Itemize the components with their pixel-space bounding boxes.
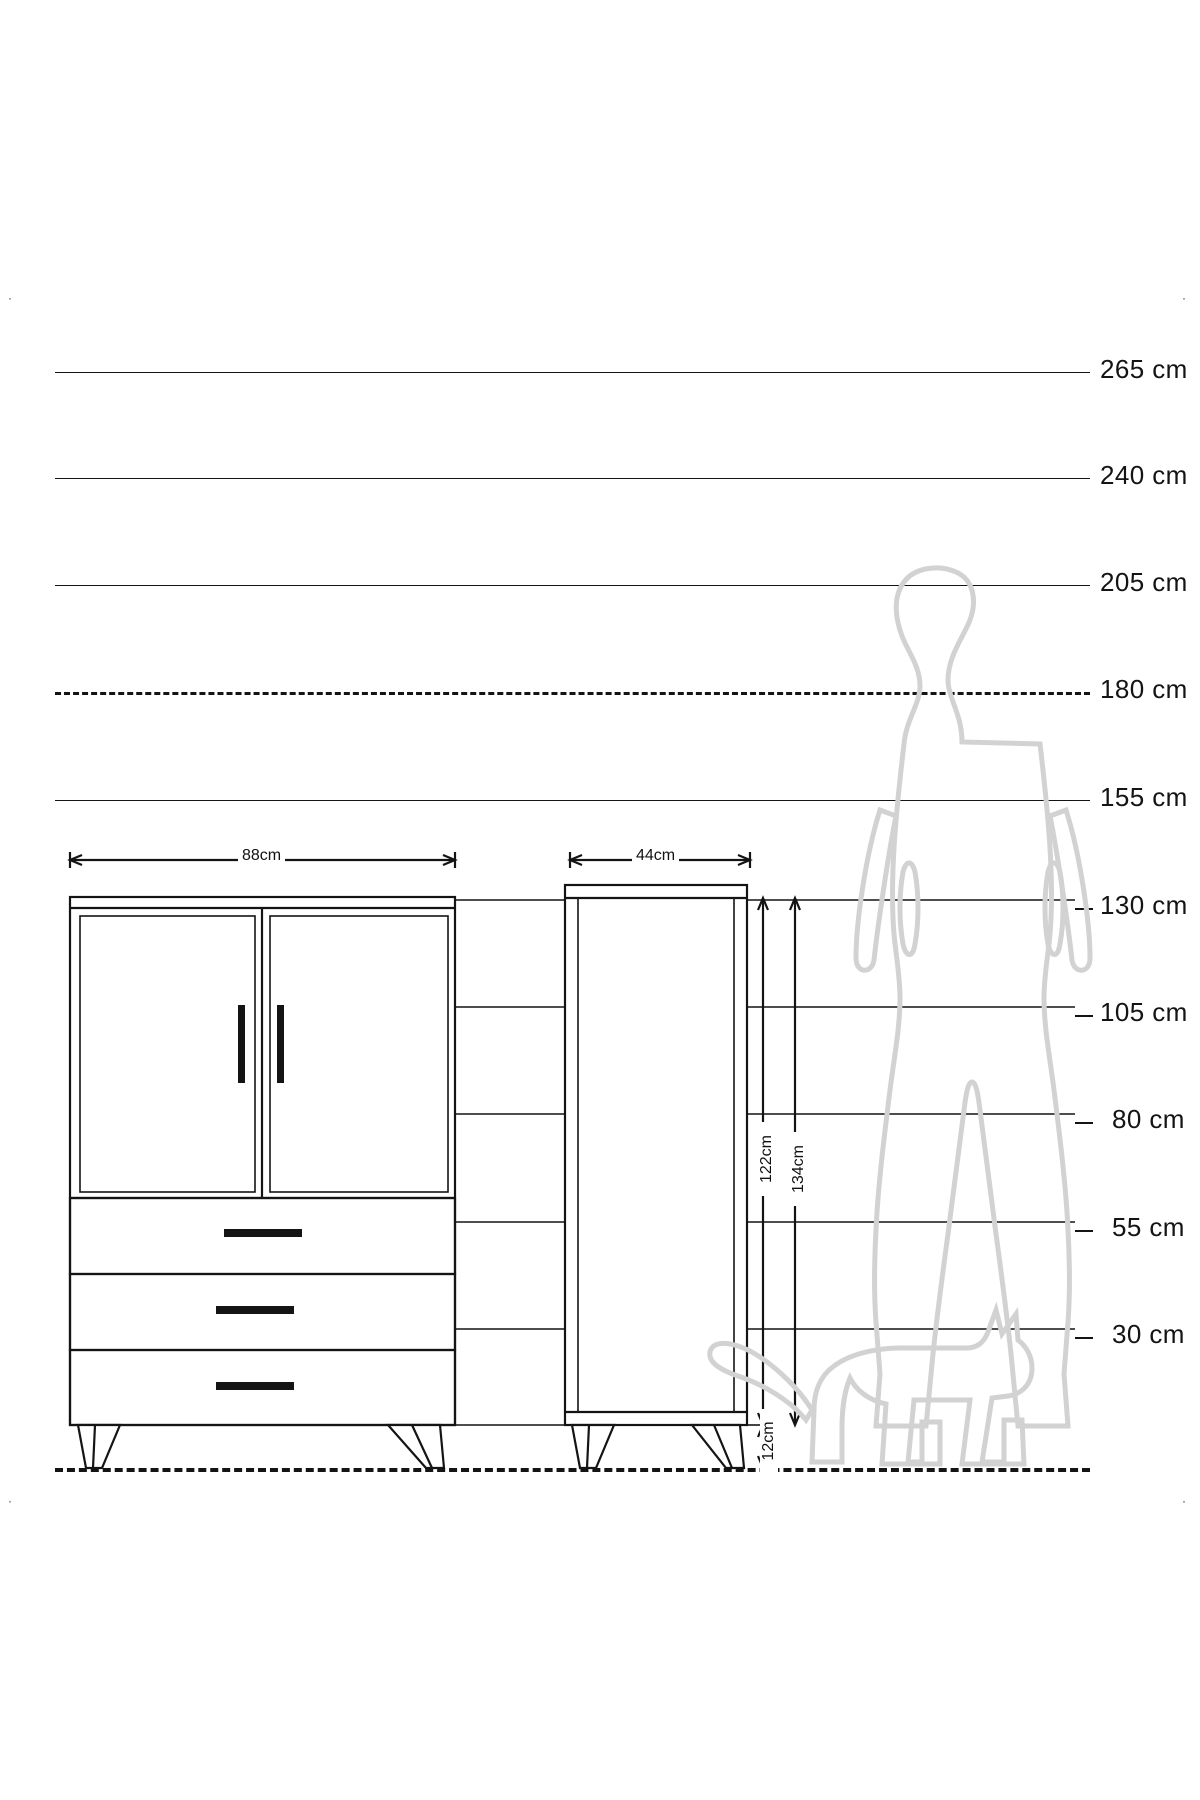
scale-label-205: 205 cm: [1100, 567, 1188, 597]
tall-unit-leg-right: [692, 1425, 744, 1468]
scale-label-240: 240 cm: [1100, 460, 1188, 490]
drawer-handle-3[interactable]: [216, 1382, 294, 1390]
drawer-handle-2[interactable]: [216, 1306, 294, 1314]
tall-single-door-unit[interactable]: [565, 885, 747, 1468]
scale-label-55: 55 cm: [1112, 1212, 1185, 1242]
cabinet-leg-left: [78, 1425, 120, 1468]
scale-label-265: 265 cm: [1100, 354, 1188, 384]
scale-label-30: 30 cm: [1112, 1319, 1185, 1349]
scale-label-180: 180 cm: [1100, 674, 1188, 704]
corner-mark-bottom-right: ·: [1182, 1494, 1186, 1508]
scale-label-105: 105 cm: [1100, 997, 1188, 1027]
human-silhouette: [856, 568, 1090, 1426]
door-handle-left[interactable]: [238, 1005, 245, 1083]
dim-label-134cm: 134cm: [790, 1132, 808, 1206]
scale-label-155: 155 cm: [1100, 782, 1188, 812]
corner-mark-top-left: ·: [8, 291, 12, 305]
dim-label-12cm: 12cm: [760, 1409, 778, 1473]
cabinet-leg-right: [388, 1425, 444, 1468]
tall-unit-leg-left: [572, 1425, 614, 1468]
door-handle-right[interactable]: [277, 1005, 284, 1083]
dim-label-88cm: 88cm: [238, 847, 285, 865]
dim-label-44cm: 44cm: [632, 847, 679, 865]
drawer-handle-1[interactable]: [224, 1229, 302, 1237]
dim-label-122cm: 122cm: [758, 1122, 776, 1196]
scale-label-80: 80 cm: [1112, 1104, 1185, 1134]
scale-label-130: 130 cm: [1100, 890, 1188, 920]
corner-mark-bottom-left: ·: [8, 1494, 12, 1508]
corner-mark-top-right: ·: [1182, 291, 1186, 305]
cat-silhouette: [710, 1310, 1032, 1464]
two-door-cabinet[interactable]: [70, 897, 455, 1468]
